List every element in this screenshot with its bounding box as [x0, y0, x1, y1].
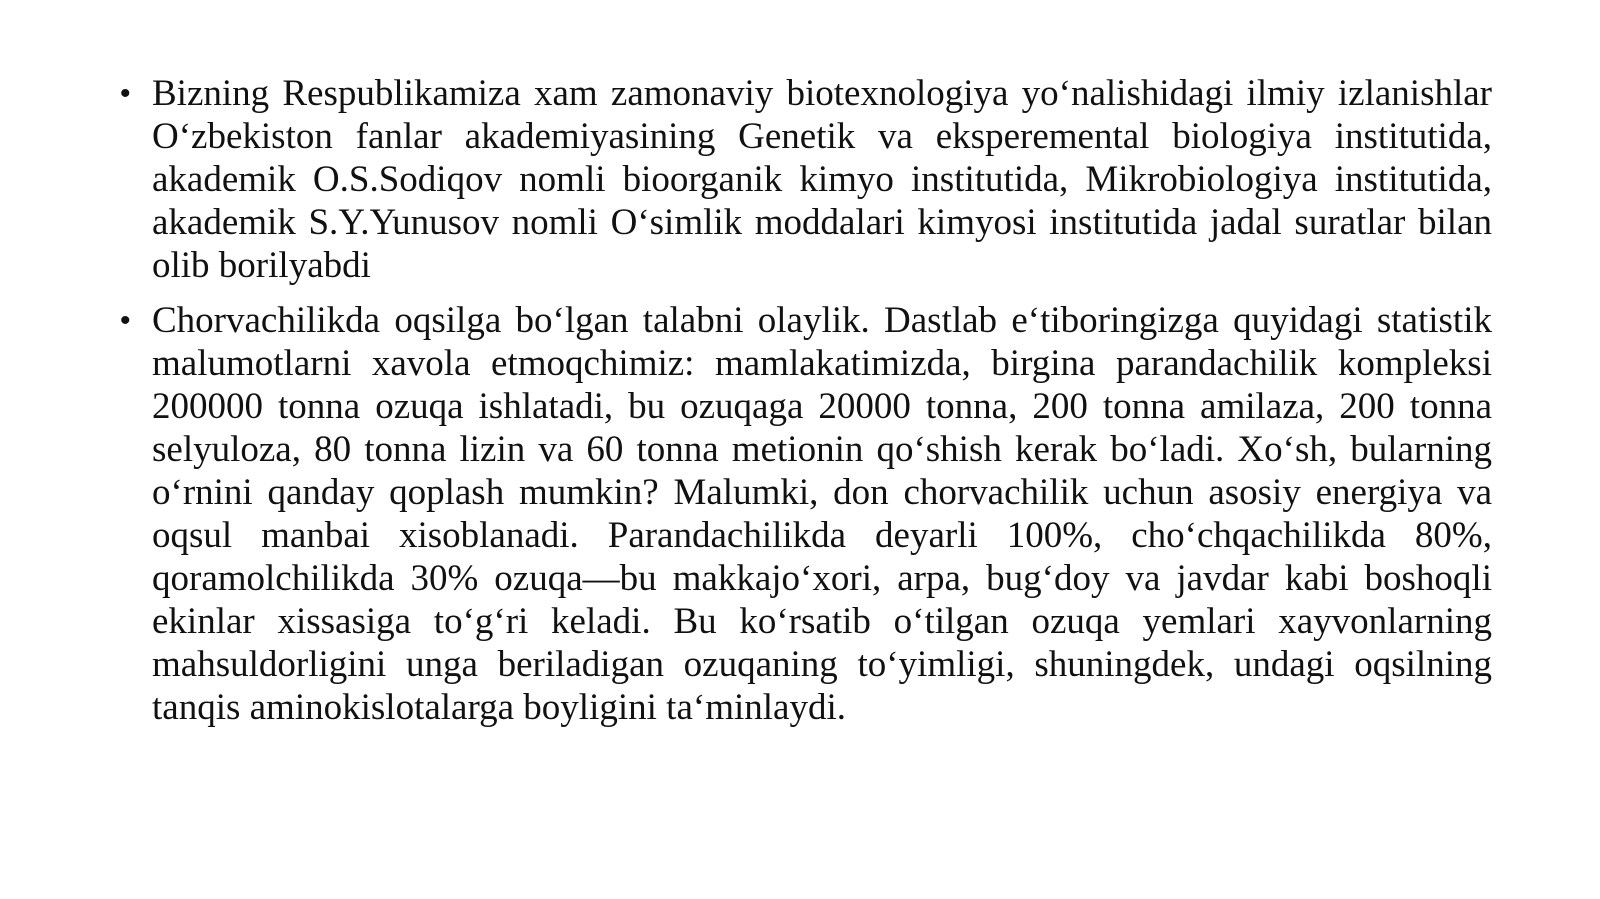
bullet-text: Chorvachilikda oqsilga bo‘lgan talabni olaylik. Dastlab e‘tiboringizga quyidagi statistik malumotlarni xavola etmoqchimiz: mamlakatimizda, birgina parandachilik kompleksi 200000 tonna ozuqa ishlatadi, bu ozuqaga 20000 tonna, 200 tonna amilaza, 200 tonna selyuloza, 80 tonna lizin va 60 tonna metionin qo‘shish kerak bo‘ladi. Xo‘sh, bularning o‘rnini qanday qoplash mumkin? Malumki, don chorvachilik uchun asosiy energiya va oqsul manbai xisoblanadi. Parandachilikda deyarli 100%, cho‘chqachilikda 80%, qoramolchilikda 30% ozuqa—bu makkajo‘xori, arpa, bug‘doy va javdar kabi boshoqli ekinlar xissasiga to‘g‘ri keladi. Bu ko‘rsatib o‘tilgan ozuqa yemlari xayvonlarning mahsuldorligini unga beriladigan ozuqaning to‘yimligi, shuningdek, undagi oqsilning tanqis aminokislotalarga boyligini ta‘minlaydi.	[152, 300, 1492, 728]
bullet-list	[118, 72, 1492, 741]
bullet-text: Bizning Respublikamiza xam zamonaviy biotexnologiya yo‘nalishidagi ilmiy izlanishlar O‘zbekiston fanlar akademiyasining Genetik va eksperemental biologiya institutida, akademik O.S.Sodiqov nomli bioorganik kimyo institutida, Mikrobiologiya institutida, akademik S.Y.Yunusov nomli O‘simlik moddalari kimyosi institutida jadal suratlar bilan olib borilyabdi	[152, 73, 1492, 286]
bullet-marker: •	[120, 77, 131, 110]
bullet-marker: •	[120, 304, 131, 337]
bullet-item-livestock	[118, 299, 1492, 729]
bullet-item-research	[118, 72, 1492, 287]
